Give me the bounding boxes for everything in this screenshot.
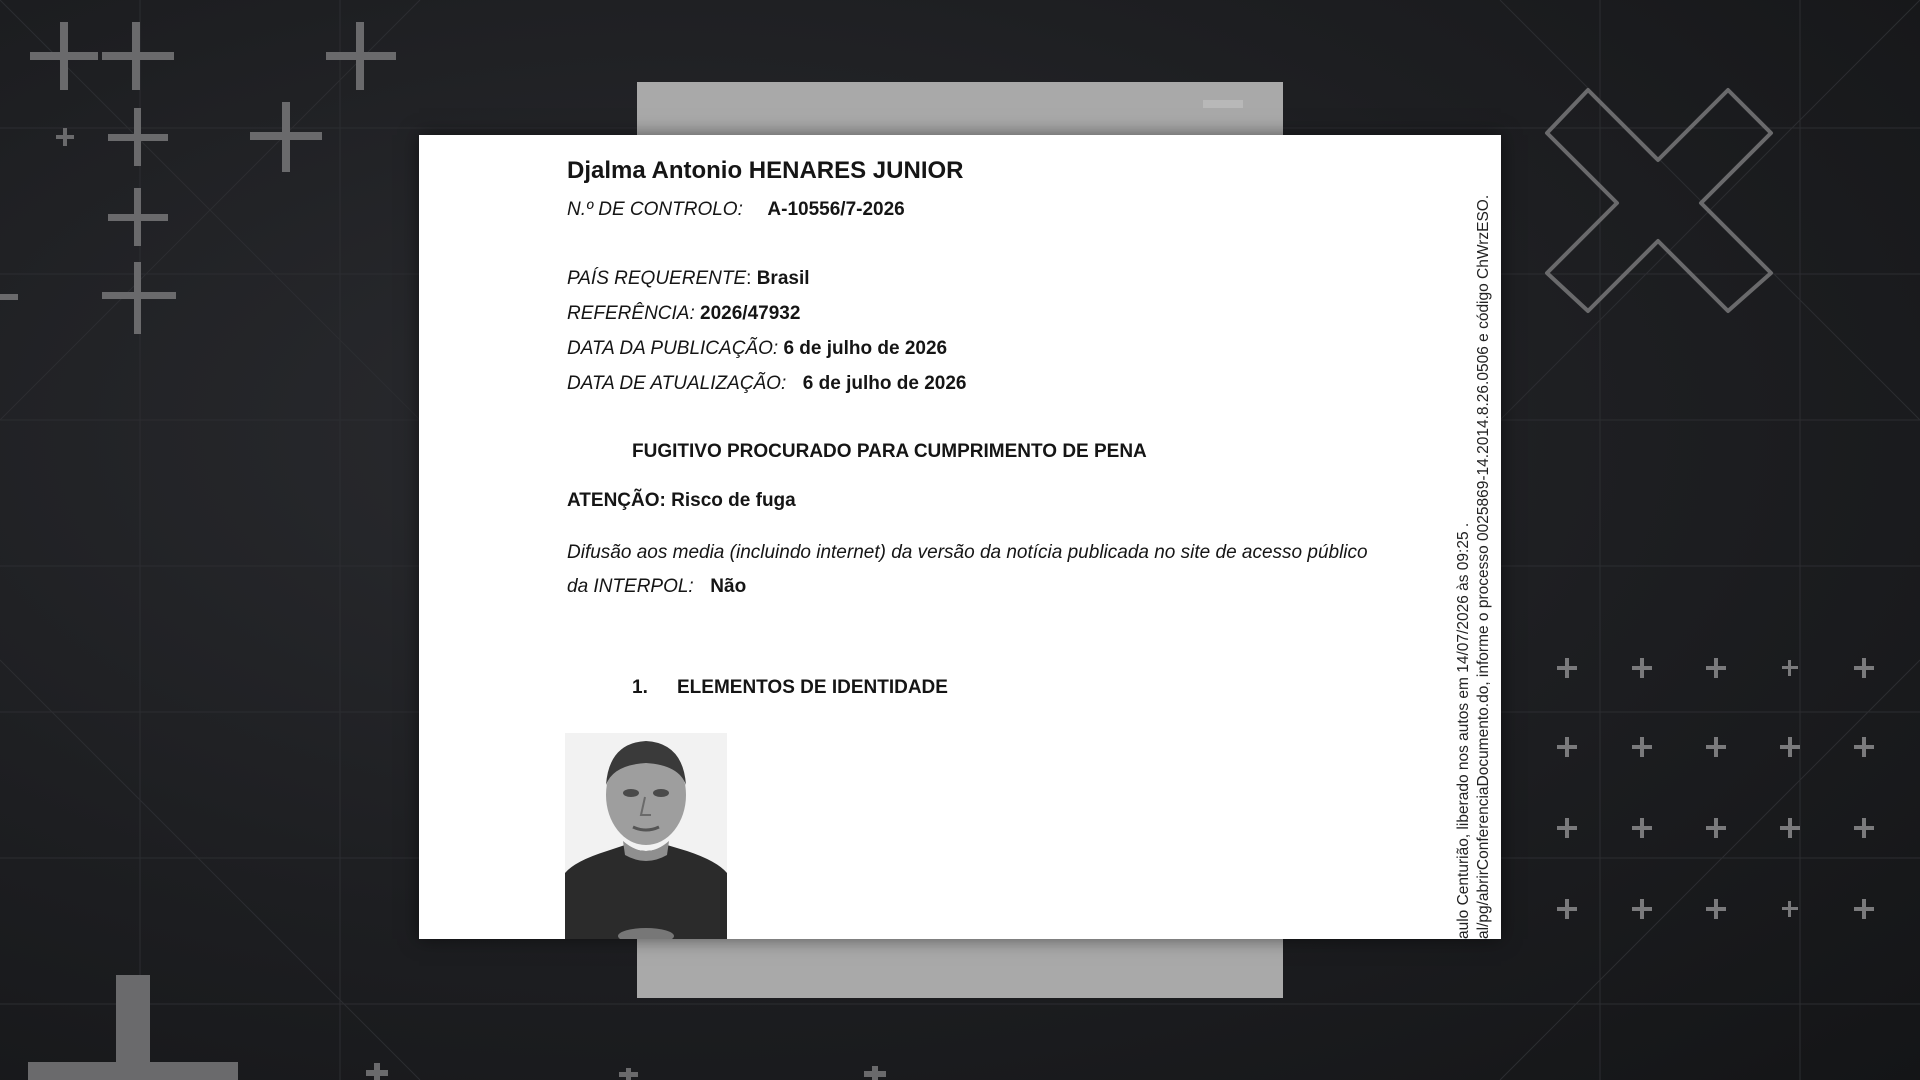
control-number-label: N.º DE CONTROLO: <box>567 199 743 220</box>
publication-date-value: 6 de julho de 2026 <box>783 338 948 359</box>
plus-icon-grid-right <box>1557 658 1874 919</box>
fugitive-name: Djalma Antonio HENARES JUNIOR <box>567 157 964 184</box>
diffusion-value: Não <box>710 576 747 597</box>
document-page <box>419 135 1501 939</box>
diffusion-paragraph <box>567 536 1387 604</box>
diffusion-text: Difusão aos media (incluindo internet) da versão da notícia publicada no site de acesso público da INTERPOL: <box>567 542 1368 597</box>
fugitive-photo <box>565 733 727 939</box>
attention-label: ATENÇÃO: <box>567 490 666 511</box>
update-date-value: 6 de julho de 2026 <box>802 373 967 394</box>
update-date-row <box>567 373 966 395</box>
person-photo-icon <box>565 733 727 939</box>
identity-section-heading <box>632 677 948 699</box>
reference-value: 2026/47932 <box>700 303 801 324</box>
country-value: Brasil <box>756 268 810 289</box>
attention-value: Risco de fuga <box>671 490 796 511</box>
attention-row <box>567 490 796 512</box>
publication-date-label: DATA DA PUBLICAÇÃO: <box>567 338 779 359</box>
sheet-mark <box>1203 100 1243 108</box>
reference-row <box>567 303 800 325</box>
reference-label: REFERÊNCIA: <box>567 303 695 324</box>
country-row: PAÍS REQUERENTE: Brasil <box>567 268 810 289</box>
section-title: ELEMENTOS DE IDENTIDADE <box>677 677 948 698</box>
control-number-value: A-10556/7-2026 <box>767 199 905 220</box>
side-authentication-stamp <box>1454 129 1494 939</box>
x-mark-icon <box>1547 90 1771 311</box>
side-stamp-line-2: al/pg/abrirConferenciaDocumento.do, informe o processo 0025869-14.2014.8.26.0506 e código ChWrzESO. <box>1475 194 1492 939</box>
control-number-row <box>567 199 905 221</box>
side-stamp-line-1: aulo Centurião, liberado nos autos em 14/07/2026 às 09:25 . <box>1455 522 1472 939</box>
publication-date-row <box>567 338 947 360</box>
notice-heading: FUGITIVO PROCURADO PARA CUMPRIMENTO DE PENA <box>632 441 1147 462</box>
country-label: PAÍS REQUERENTE <box>567 268 747 289</box>
update-date-label: DATA DE ATUALIZAÇÃO: <box>567 373 787 394</box>
section-number: 1. <box>632 677 648 698</box>
